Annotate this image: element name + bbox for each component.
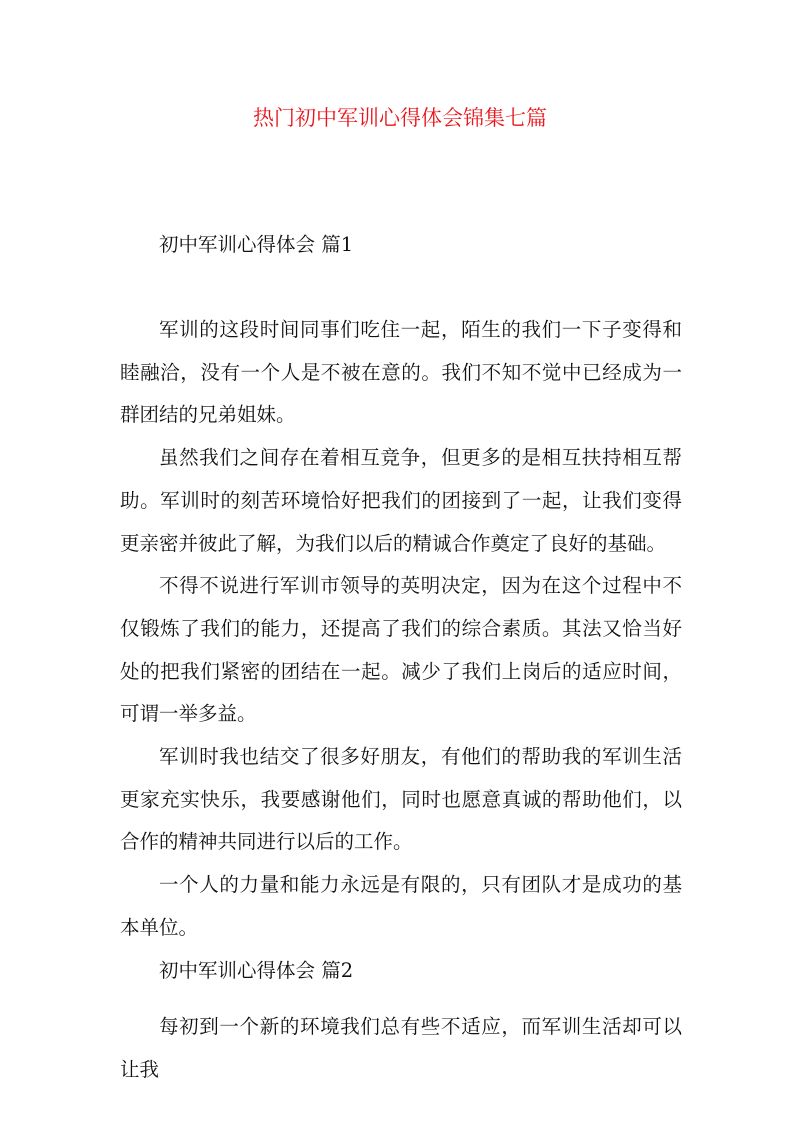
paragraph: 虽然我们之间存在着相互竞争，但更多的是相互扶持相互帮助。军训时的刻苦环境恰好把我们的团接到了一起，让我们变得更亲密并彼此了解，为我们以后的精诚合作奠定了良好的基础。 (120, 446, 682, 555)
paragraph: 军训时我也结交了很多好朋友，有他们的帮助我的军训生活更家充实快乐，我要感谢他们，同时也愿意真诚的帮助他们，以合作的精神共同进行以后的工作。 (120, 745, 682, 854)
section-heading: 初中军训心得体会 篇2 (159, 958, 354, 982)
section-1-body (120, 309, 682, 992)
paragraph: 军训的这段时间同事们吃住一起，陌生的我们一下子变得和睦融洽，没有一个人是不被在意的。我们不知不觉中已经成为一群团结的兄弟姐妹。 (120, 318, 682, 427)
section-1 (120, 224, 682, 267)
section-2-body (120, 1006, 682, 1091)
paragraph: 每初到一个新的环境我们总有些不适应，而军训生活却可以让我 (120, 1015, 682, 1081)
section-heading: 初中军训心得体会 篇1 (159, 233, 354, 256)
document-title: 热门初中军训心得体会锦集七篇 (253, 106, 547, 130)
paragraph: 不得不说进行军训市领导的英明决定，因为在这个过程中不仅锻炼了我们的能力，还提高了我们的综合素质。其法又恰当好处的把我们紧密的团结在一起。减少了我们上岗后的适应时间，可谓一举多益。 (120, 574, 682, 726)
paragraph: 一个人的力量和能力永远是有限的，只有团队才是成功的基本单位。 (120, 873, 682, 939)
